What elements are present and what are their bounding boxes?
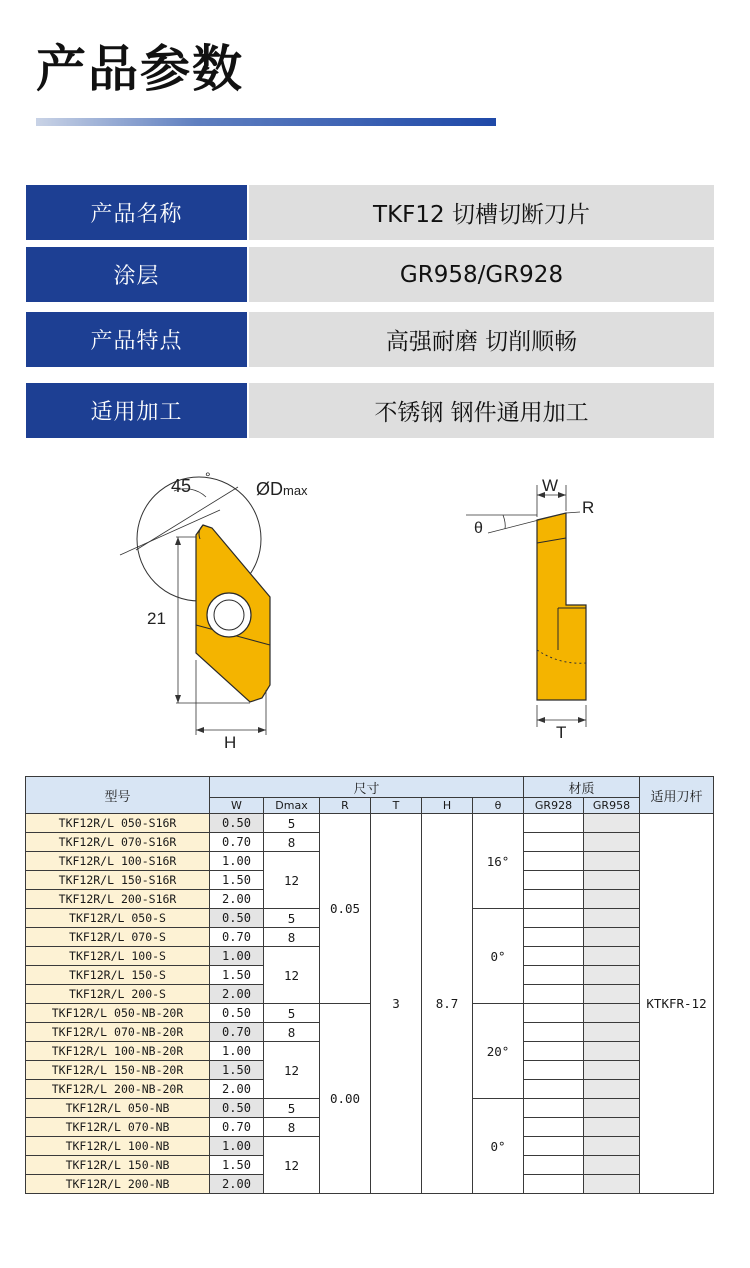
spec-row-coating	[26, 247, 714, 302]
t-cell: 3	[371, 814, 422, 1194]
gr928-cell	[524, 1080, 584, 1099]
gr928-cell	[524, 1023, 584, 1042]
w-cell: 2.00	[210, 890, 264, 909]
gr928-cell	[524, 1004, 584, 1023]
gr928-cell	[524, 928, 584, 947]
w-cell: 2.00	[210, 985, 264, 1004]
insert-drawing	[0, 455, 750, 765]
gr958-cell	[584, 1004, 640, 1023]
theta-label: θ	[474, 520, 483, 537]
h-cell: 8.7	[422, 814, 473, 1194]
r-cell: 0.00	[320, 1004, 371, 1194]
page-title: 产品参数	[36, 40, 244, 98]
table-row	[26, 814, 714, 833]
gr958-cell	[584, 871, 640, 890]
title-underline	[36, 118, 496, 126]
theta-cell: 16°	[473, 814, 524, 909]
gr928-cell	[524, 1156, 584, 1175]
gr958-cell	[584, 1080, 640, 1099]
dmax-cell: 8	[264, 1023, 320, 1042]
dmax-label: ØDmax	[256, 479, 308, 499]
w-cell: 1.50	[210, 966, 264, 985]
gr928-cell	[524, 833, 584, 852]
w-cell: 1.00	[210, 947, 264, 966]
model-cell: TKF12R/L 070-NB-20R	[26, 1023, 210, 1042]
dmax-cell: 8	[264, 928, 320, 947]
insert-side-body	[537, 513, 586, 700]
r-cell: 0.05	[320, 814, 371, 1004]
col-header-holder: 适用刀杆	[640, 777, 714, 814]
gr928-cell	[524, 1099, 584, 1118]
model-cell: TKF12R/L 050-S16R	[26, 814, 210, 833]
gr928-cell	[524, 1118, 584, 1137]
model-cell: TKF12R/L 050-NB	[26, 1099, 210, 1118]
model-cell: TKF12R/L 050-S	[26, 909, 210, 928]
w-cell: 0.50	[210, 1004, 264, 1023]
dmax-cell: 12	[264, 852, 320, 909]
spec-label: 产品特点	[26, 312, 247, 367]
w-cell: 1.00	[210, 1137, 264, 1156]
dmax-cell: 12	[264, 1042, 320, 1099]
degree-label: °	[205, 469, 211, 485]
gr958-cell	[584, 852, 640, 871]
h-label: H	[224, 733, 237, 752]
model-cell: TKF12R/L 050-NB-20R	[26, 1004, 210, 1023]
dmax-cell: 5	[264, 1004, 320, 1023]
theta-cell: 0°	[473, 1099, 524, 1194]
front-view	[120, 469, 308, 752]
model-cell: TKF12R/L 150-S	[26, 966, 210, 985]
w-cell: 0.70	[210, 1118, 264, 1137]
spec-value: 不锈钢 钢件通用加工	[249, 383, 714, 438]
gr928-cell	[524, 1137, 584, 1156]
w-cell: 2.00	[210, 1080, 264, 1099]
gr958-cell	[584, 1061, 640, 1080]
gr928-cell	[524, 1042, 584, 1061]
gr958-cell	[584, 928, 640, 947]
gr958-cell	[584, 1137, 640, 1156]
angle-label: 45	[171, 476, 192, 496]
model-cell: TKF12R/L 200-NB-20R	[26, 1080, 210, 1099]
table-row	[26, 1004, 714, 1023]
w-cell: 1.50	[210, 871, 264, 890]
gr958-cell	[584, 1156, 640, 1175]
gr928-cell	[524, 985, 584, 1004]
model-cell: TKF12R/L 100-NB	[26, 1137, 210, 1156]
model-cell: TKF12R/L 200-S16R	[26, 890, 210, 909]
w-cell: 0.70	[210, 1023, 264, 1042]
spec-label: 适用加工	[26, 383, 247, 438]
w-cell: 1.00	[210, 852, 264, 871]
w-label: W	[542, 476, 559, 495]
height-label: 21	[147, 609, 166, 628]
model-cell: TKF12R/L 070-S	[26, 928, 210, 947]
model-cell: TKF12R/L 150-S16R	[26, 871, 210, 890]
holder-cell: KTKFR-12	[640, 814, 714, 1194]
model-cell: TKF12R/L 200-NB	[26, 1175, 210, 1194]
gr928-cell	[524, 814, 584, 833]
col-header-model: 型号	[26, 777, 210, 814]
spec-label: 涂层	[26, 247, 247, 302]
gr928-cell	[524, 852, 584, 871]
model-cell: TKF12R/L 200-S	[26, 985, 210, 1004]
gr958-cell	[584, 966, 640, 985]
w-cell: 2.00	[210, 1175, 264, 1194]
w-cell: 1.00	[210, 1042, 264, 1061]
w-cell: 0.70	[210, 833, 264, 852]
model-cell: TKF12R/L 100-S	[26, 947, 210, 966]
model-cell: TKF12R/L 100-S16R	[26, 852, 210, 871]
dmax-cell: 5	[264, 1099, 320, 1118]
spec-row-application	[26, 383, 714, 438]
w-cell: 0.50	[210, 814, 264, 833]
side-view	[466, 476, 594, 742]
gr928-cell	[524, 909, 584, 928]
model-cell: TKF12R/L 150-NB	[26, 1156, 210, 1175]
w-cell: 0.50	[210, 909, 264, 928]
dmax-cell: 12	[264, 1137, 320, 1194]
spec-table	[25, 776, 714, 1194]
gr928-cell	[524, 1061, 584, 1080]
gr958-cell	[584, 814, 640, 833]
gr958-cell	[584, 909, 640, 928]
spec-value: TKF12 切槽切断刀片	[249, 185, 714, 240]
gr928-cell	[524, 890, 584, 909]
spec-value: GR958/GR928	[249, 247, 714, 302]
gr958-cell	[584, 1099, 640, 1118]
gr958-cell	[584, 985, 640, 1004]
dmax-cell: 5	[264, 909, 320, 928]
gr958-cell	[584, 1175, 640, 1194]
col-header-t: T	[371, 798, 422, 814]
insert-diagram	[0, 455, 750, 765]
gr958-cell	[584, 1042, 640, 1061]
r-label: R	[582, 498, 595, 517]
theta-cell: 20°	[473, 1004, 524, 1099]
spec-value: 高强耐磨 切削顺畅	[249, 312, 714, 367]
gr958-cell	[584, 947, 640, 966]
w-cell: 1.50	[210, 1156, 264, 1175]
col-header-size: 尺寸	[210, 777, 524, 798]
dmax-cell: 12	[264, 947, 320, 1004]
gr958-cell	[584, 833, 640, 852]
spec-row-features	[26, 312, 714, 367]
col-header-theta: θ	[473, 798, 524, 814]
spec-row-product-name	[26, 185, 714, 240]
theta-cell: 0°	[473, 909, 524, 1004]
gr958-cell	[584, 1118, 640, 1137]
col-header-dmax: Dmax	[264, 798, 320, 814]
w-cell: 0.50	[210, 1099, 264, 1118]
w-cell: 1.50	[210, 1061, 264, 1080]
gr928-cell	[524, 871, 584, 890]
col-header-material: 材质	[524, 777, 640, 798]
gr958-cell	[584, 1023, 640, 1042]
spec-label: 产品名称	[26, 185, 247, 240]
model-cell: TKF12R/L 070-NB	[26, 1118, 210, 1137]
dmax-cell: 8	[264, 1118, 320, 1137]
col-header-w: W	[210, 798, 264, 814]
col-header-h: H	[422, 798, 473, 814]
gr958-cell	[584, 890, 640, 909]
model-cell: TKF12R/L 070-S16R	[26, 833, 210, 852]
col-header-r: R	[320, 798, 371, 814]
model-cell: TKF12R/L 150-NB-20R	[26, 1061, 210, 1080]
dmax-cell: 8	[264, 833, 320, 852]
gr928-cell	[524, 966, 584, 985]
gr928-cell	[524, 947, 584, 966]
model-cell: TKF12R/L 100-NB-20R	[26, 1042, 210, 1061]
w-cell: 0.70	[210, 928, 264, 947]
col-header-gr958: GR958	[584, 798, 640, 814]
col-header-gr928: GR928	[524, 798, 584, 814]
dmax-cell: 5	[264, 814, 320, 833]
t-label: T	[556, 723, 567, 742]
gr928-cell	[524, 1175, 584, 1194]
